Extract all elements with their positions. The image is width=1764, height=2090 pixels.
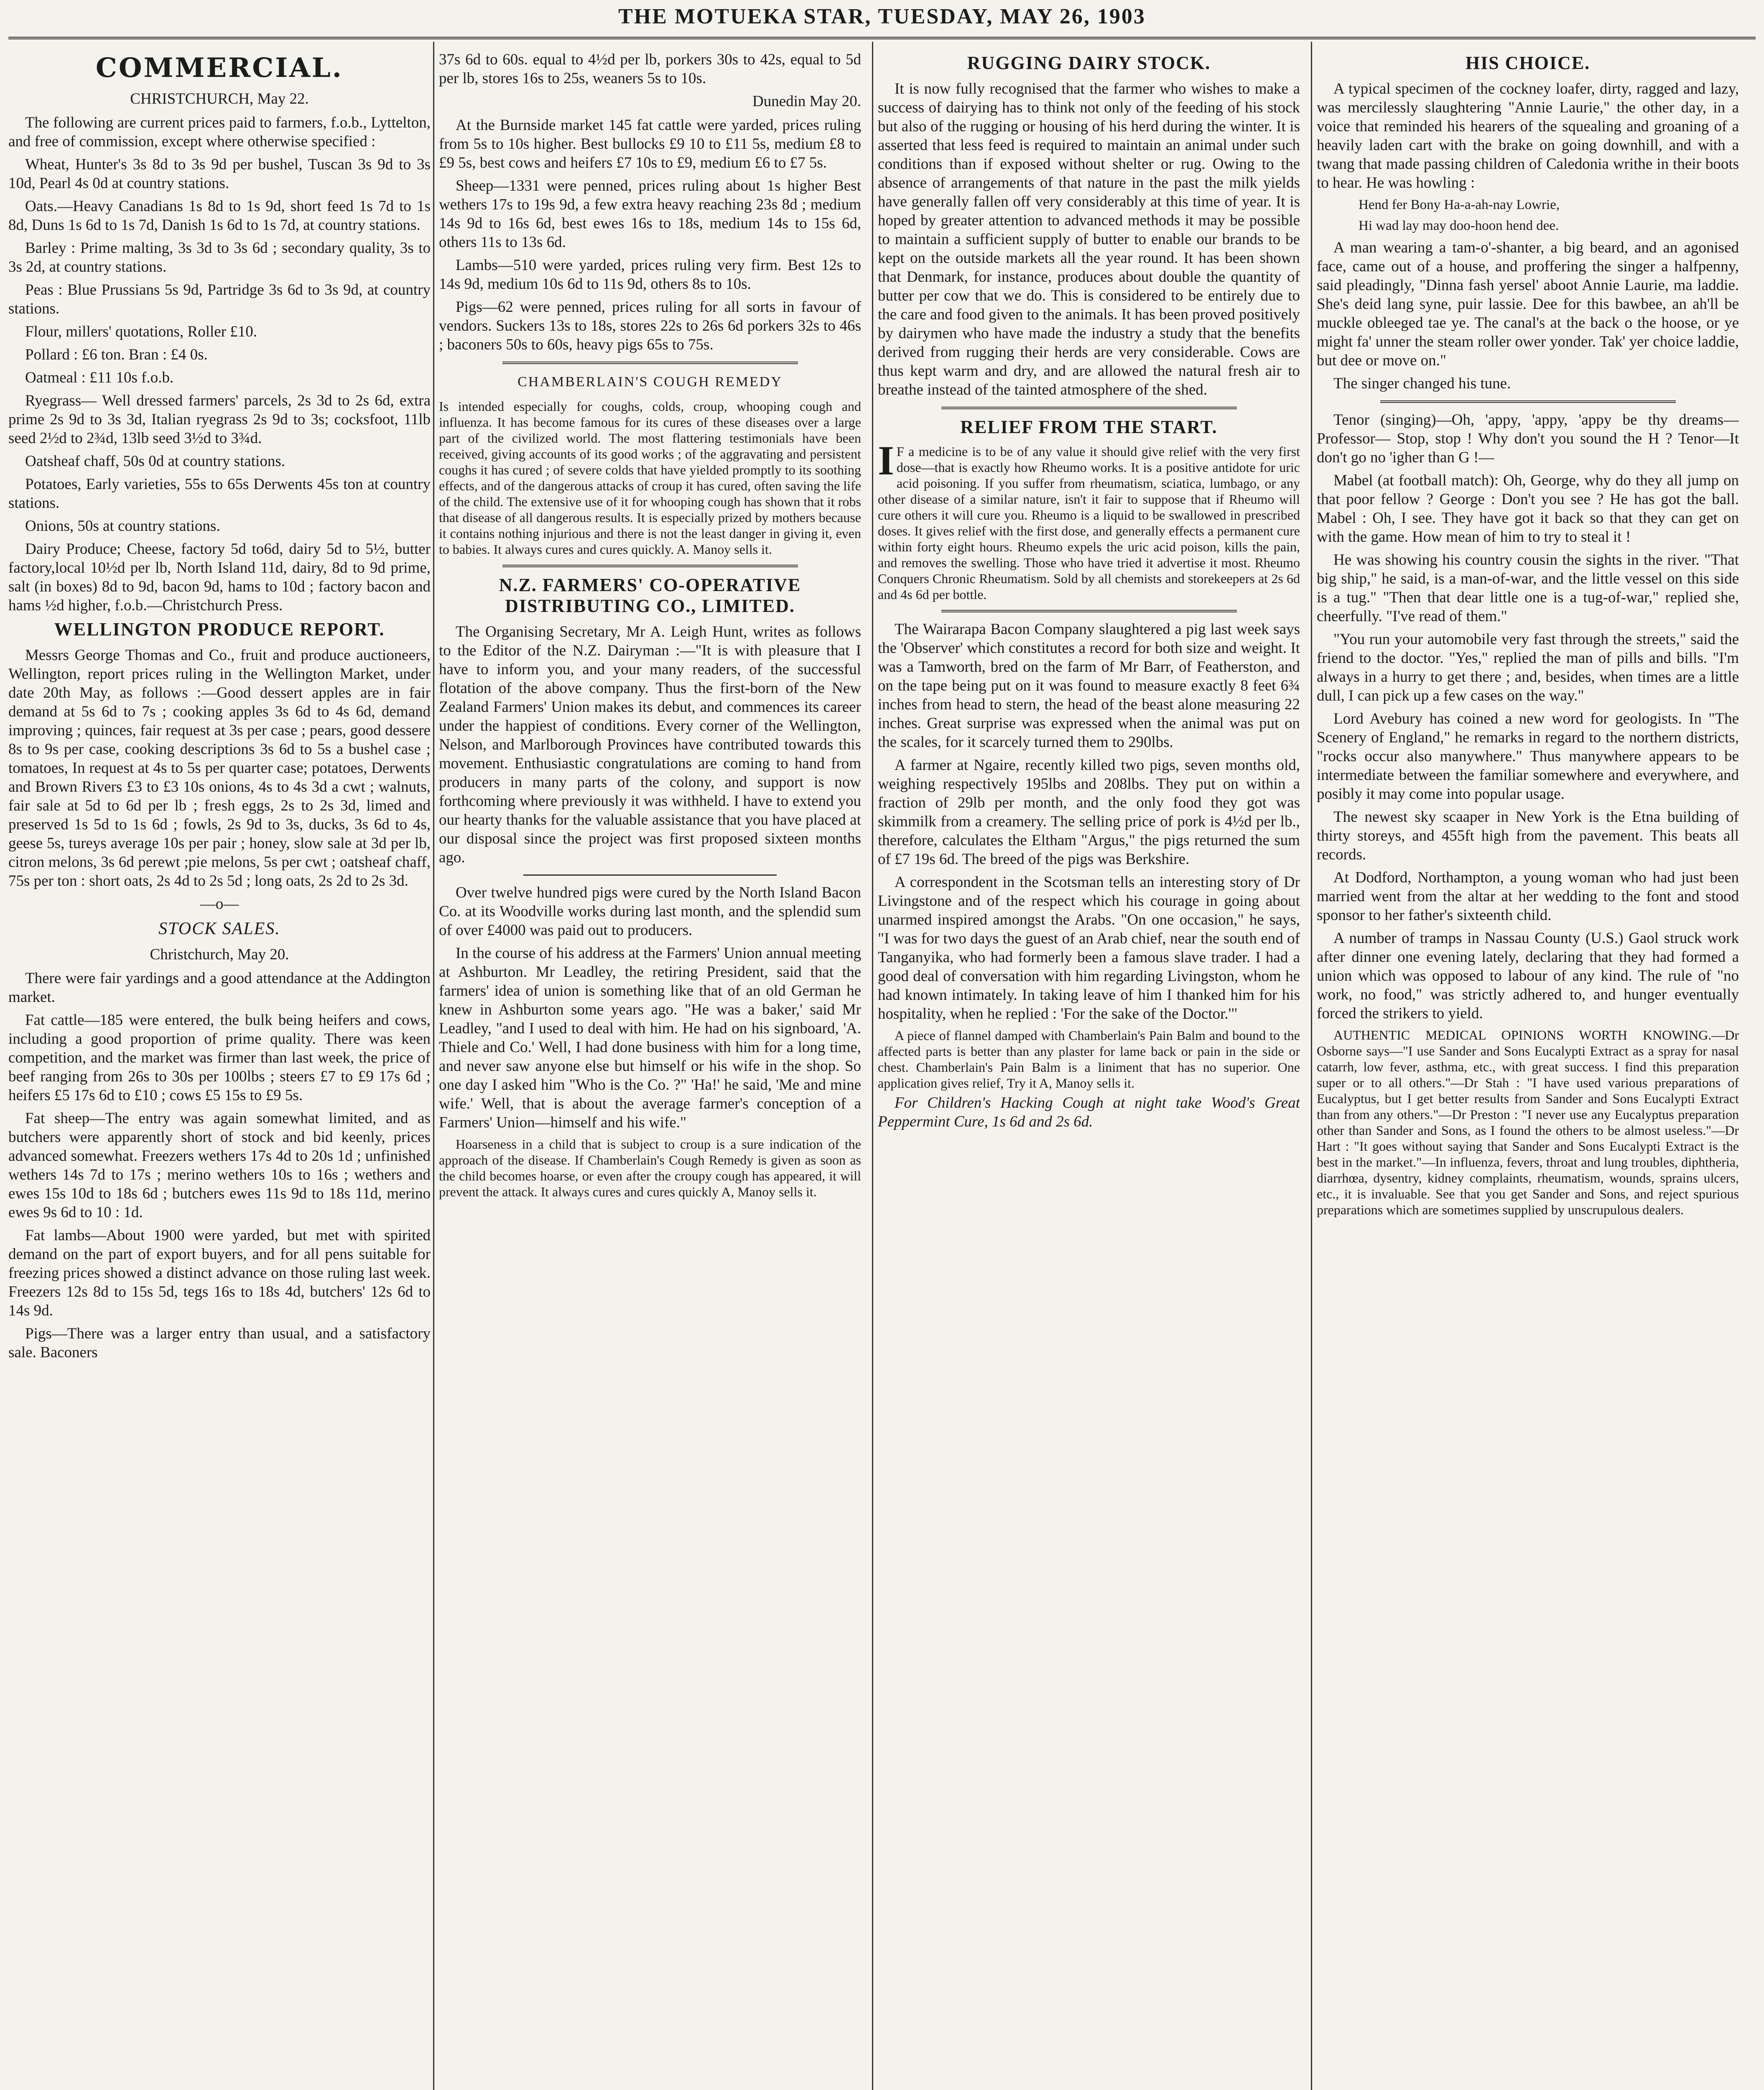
commercial-para: Peas : Blue Prussians 5s 9d, Partridge 3s 6d to 3s 9d, at country stations. — [8, 281, 431, 317]
commercial-para: Flour, millers' quotations, Roller £10. — [25, 323, 257, 340]
song-verse: Hi wad lay may doo-hoon hend dee. — [1359, 218, 1559, 233]
dunedin-dateline: Dunedin May 20. — [752, 93, 861, 110]
dunedin-para: At the Burnside market 145 fat cattle were yarded, prices ruling from 5s to 10s higher. Best bullocks £9 10 to £11 5s, medium £8 to £9 5s, best cows and heifers £7 10s to £9, medium £6 to £7 5s. — [439, 117, 861, 171]
commercial-para: Pollard : £6 ton. Bran : £4 0s. — [25, 346, 208, 363]
tramps-para: A number of tramps in Nassau County (U.S.) Gaol struck work after dinner one evening lately, declaring that they had formed a union which was opposed to labour of any kind. The rule of "no work, no food," was strictly adhered to, and hunger eventually forced the strikers to yield. — [1317, 930, 1739, 1022]
cough-remedy-ad — [439, 372, 861, 557]
mabel-para: Mabel (at football match): Oh, George, why do they all jump on that poor fellow ? George : Don't you see ? He has got the ball. Mabel : Oh, I see. They have got it back so that they can get on with the game. How mean of him to try to steal it ! — [1317, 472, 1739, 545]
cough-remedy-text: Is intended especially for coughs, colds, croup, whooping cough and influenza. It has become famous for its cures of these diseases over a large part of the civilized world. The most flattering testimonials have been received, giving accounts of its good works ; of the aggravating and persistent coughs it has cured ; of severe colds that have yielded promptly to its soothing effects, and of the dangerous attacks of croup it has cured, often saving the life of the child. The extensive use of it for whooping cough has shown that it robs that disease of all dangerous results. It is especially prized by mothers because it contains nothing injurious and there is not the least danger in giving it, even to babies. It always cures and cures quickly. A. Manoy sells it. — [439, 399, 861, 557]
separator — [941, 407, 1237, 409]
stock-para: Fat lambs—About 1900 were yarded, but met with spirited demand on the part of export buyers, and for all pens suitable for freezing prices showed a distinct advance on those ruling last week. Freezers 12s 8d to 15s 5d, tegs 16s to 18s 4d, butchers' 12s 6d to 14s 9d. — [8, 1227, 431, 1319]
stock-continued: 37s 6d to 60s. equal to 4½d per lb, porkers 30s to 42s, equal to 5d per lb, stores 16s to 25s, weaners 5s to 10s. — [439, 51, 861, 87]
commercial-para: Oats.—Heavy Canadians 1s 8d to 1s 9d, short feed 1s 7d to 1s 8d, Duns 1s 6d to 1s 7d, Danish 1s 6d to 1s 7d, at country stations. — [8, 198, 431, 234]
wairarapa-para: The Wairarapa Bacon Company slaughtered a pig last week says the 'Observer' which constitutes a record for both size and weight. It was a Tamworth, bred on the farm of Mr Barr, of Featherston, and on the tape being put on it was found to measure exactly 8 feet 6¾ inches from head to stern, the head of the beast alone measuring 22 inches. Great surprise was expressed when the animal was put on the scales, for it scarcely turned them to 290lbs. — [878, 621, 1300, 751]
rheumo-text: F a medicine is to be of any value it should give relief with the very first dose—that is exactly how Rheumo works. It is a positive antidote for uric acid poisoning. If you suffer from rheumatism, sciatica, lumbago, or any other disease of a similar nature, isn't it fair to suppose that if Rheumo will cure others it will cure you. Rheumo is a liquid to be swallowed in prescribed doses. It gives relief with the first dose, and generally effects a permanent cure within forty eight hours. Rheumo expels the uric acid poison, kills the pain, and removes the swelling. Those who have tried it advertise it most. Rheumo Conquers Chronic Rheumatism. Sold by all chemists and storekeepers at 2s 6d and 4s 6d per bottle. — [878, 444, 1300, 602]
separator — [523, 874, 777, 876]
cousin-para: He was showing his country cousin the sights in the river. "That big ship," he said, is a man-of-war, and the little vessel on this side is a tug." "Then that dear little one is a tug-of-war," replied she, cheerfully. "I've read of them." — [1317, 551, 1739, 625]
cough-remedy-title: CHAMBERLAIN'S COUGH REMEDY — [517, 374, 783, 390]
stock-sales-title: STOCK SALES. — [158, 919, 280, 938]
pigs-para: Over twelve hundred pigs were cured by the North Island Bacon Co. at its Woodville works during last month, and the splendid sum of over £4000 was paid out to producers. — [439, 884, 861, 939]
wellington-title: WELLINGTON PRODUCE REPORT. — [54, 619, 385, 640]
changed-tune: The singer changed his tune. — [1333, 375, 1511, 392]
column-1 — [8, 50, 431, 2090]
column-rule — [1311, 42, 1312, 2090]
rheumo-ad — [878, 437, 1300, 602]
nz-farmers-title: N.Z. FARMERS' CO-OPERATIVE DISTRIBUTING CO., LIMITED. — [499, 575, 801, 616]
tam-para: A man wearing a tam-o'-shanter, a big beard, and an agonised face, came out of a house, and proffering the singer a halfpenny, said pleadingly, "Dinna fash yersel' aboot Annie Laurie, ma laddie. She's deid lang syne, puir lassie. Dee for this bawbee, an ah'll be muckle obleeged tae ye. The canal's at the back o the hoose, or ye might fa' unner the steam roller ower yonder. Tak' yer choice laddie, but dee or move on." — [1317, 239, 1739, 369]
separator — [941, 610, 1237, 612]
automobile-para: "You run your automobile very fast through the streets," said the friend to the doctor. "Yes," replied the man of pills and bills. "I'm always in a hurry to get there ; and, besides, when times are a little dull, I can pick up a few cases on the way." — [1317, 631, 1739, 704]
commercial-para: Oatsheaf chaff, 50s 0d at country stations. — [25, 453, 285, 470]
commercial-para: Onions, 50s at country stations. — [25, 517, 220, 535]
column-2 — [439, 50, 861, 2090]
column-rule — [872, 42, 873, 2090]
separator — [502, 565, 798, 567]
relief-title: RELIEF FROM THE START. — [960, 417, 1218, 437]
section-mark: —o— — [200, 895, 239, 912]
dunedin-para: Sheep—1331 were penned, prices ruling about 1s higher Best wethers 17s to 19s 9d, a few extra heavy reaching 23s 8d ; medium 14s 9d to 16s 6d, best ewes 16s to 18s, medium 14s to 15s 6d, others 11s to 13s 6d. — [439, 177, 861, 251]
his-choice-title: HIS CHOICE. — [1465, 53, 1591, 73]
masthead-rule — [8, 37, 1756, 39]
column-4 — [1317, 50, 1739, 2090]
wellington-text: Messrs George Thomas and Co., fruit and produce auctioneers, Wellington, report prices ruling in the Wellington Market, under date 20th May, as follows :—Good dessert apples are in fair demand at 5s 6d to 7s ; cooking apples 3s 6d to 4s 6d, demand improving ; quinces, fair request at 3s per case ; pears, good dessere 8s to 9s per case, cooking descriptions 3s 6d to 5s a bushel case ; tomatoes, In request at 4s to 5s per quarter case; potatoes, Derwents and Brown Rivers £3 to £3 10s onions, 4s to 4s 3d a cwt ; walnuts, fair sale at 5d to 6d per lb ; fresh eggs, 2s to 2s 3d, limed and preserved 1s 5d to 1s 6d ; fowls, 2s 9d to 3s, ducks, 3s 6d to 4s, geese 5s, tureys average 10s per pair ; honey, slow sale at 3d per lb, citron melons, 3s 6d perewt ;pie melons, 5s per cwt ; oatsheaf chaff, 75s per ton : short oats, 2s 4d to 2s 5d ; long oats, 2s 2d to 2s 3d. — [8, 647, 431, 890]
stock-para: Pigs—There was a larger entry than usual, and a satisfactory sale. Baconers — [8, 1325, 431, 1361]
separator — [502, 362, 798, 364]
song-verse: Hend fer Bony Ha-a-ah-nay Lowrie, — [1359, 197, 1560, 212]
rugging-text: It is now fully recognised that the farmer who wishes to make a success of dairying has to think not only of the feeding of his stock but also of the rugging or housing of his herd during the winter. It is asserted that less feed is required to maintain an animal under such conditions than if exposed without shelter or rug. Owing to the absence of arrangements of that nature in the past the milk yields have generally fallen off very considerably at this time of year. It is hoped by greater attention to advanced methods it may be possible to maintain a sufficient supply of butter to enable our brands to be kept on the outside markets all the year round. It has been shown that Denmark, for instance, produces about double the quantity of butter per cow that we do. This is considered to be entirely due to the care and food given to the animals. It has been proved positively by dairymen who have made the industry a study that the benefits derived from rugging their herds are very considerable. Cows are thus kept warm and dry, and are allowed the natural fresh air to breathe instead of the tainted atmosphere of the shed. — [878, 80, 1300, 398]
commercial-para: Wheat, Hunter's 3s 8d to 3s 9d per bushel, Tuscan 3s 9d to 3s 10d, Pearl 4s 0d at country stations. — [8, 156, 431, 192]
stock-para: Fat sheep—The entry was again somewhat limited, and as butchers were apparently short of stock and bid keenly, prices advanced somewhat. Freezers wethers 17s 4d to 20s 1d ; unfinished wethers 14s 7d to 17s ; merino wethers 10s to 16s ; wethers and ewes 15s 10d to 18s 6d ; butchers ewes 11s 9d to 18s 11d, merino ewes 9s 6d to 10 : 1d. — [8, 1110, 431, 1221]
rugging-title: RUGGING DAIRY STOCK. — [967, 53, 1211, 73]
masthead: THE MOTUEKA STAR, TUESDAY, MAY 26, 1903 — [618, 5, 1146, 28]
stock-para: Fat cattle—185 were entered, the bulk being heifers and cows, including a good proportion of prime quality. There was keen competition, and the market was firmer than last week, the price of beef ranging from 26s to 30s per 100lbs ; steers £7 to £9 17s 6d ; heifers £5 17s 6d to £10 ; cows £5 15s to £9 5s. — [8, 1012, 431, 1104]
dodford-para: At Dodford, Northampton, a young woman who had just been married went from the altar at her wedding to the font and stood sponsor to her father's sixteenth child. — [1317, 869, 1739, 924]
commercial-para: Ryegrass— Well dressed farmers' parcels, 2s 3d to 2s 6d, extra prime 2s 9d to 3s 3d, Italian ryegrass 2s 9d to 3s; cocksfoot, 11lb seed 2½d to 2¾d, 13lb seed 3½d to 3¾d. — [8, 392, 431, 447]
commercial-dateline: CHRISTCHURCH, May 22. — [130, 90, 309, 107]
his-choice-intro: A typical specimen of the cockney loafer, dirty, ragged and lazy, was mercilessly slaughtering "Annie Laurie," the other day, in a voice that reminded his hearers of the squealing and groaning of a heavily laden cart with the brake on going downhill, and with a twang that made passing children of Caledonia writhe in their boots to hear. He was howling : — [1317, 80, 1739, 191]
skyscraper-para: The newest sky scaaper in New York is the Etna building of thirty storeys, and 455ft high from the pavement. This beats all records. — [1317, 808, 1739, 863]
commercial-para: Barley : Prime malting, 3s 3d to 3s 6d ; secondary quality, 3s to 3s 2d, at country stations. — [8, 240, 431, 275]
stock-para: There were fair yardings and a good attendance at the Addington market. — [8, 970, 431, 1006]
leadley-para: In the course of his address at the Farmers' Union annual meeting at Ashburton. Mr Leadley, the retiring President, said that the farmers' idea of union is something like that of an old German he knew in Ashburton some years ago. "He was a baker,' said Mr Leadley, "and I used to deal with him. He had on his signboard, 'A. Thiele and Co.' Well, I had done business with him for a long time, and never saw anyone else but himself or his wife in the shop. So one day I asked him "Who is the Co. ?" 'Ha!' he said, 'Me and mine wife.' Well, that is about the average farmer's conception of a Farmers' Union—himself and his wife." — [439, 945, 861, 1131]
tenor-para: Tenor (singing)—Oh, 'appy, 'appy, 'appy be thy dreams— Professor— Stop, stop ! Why don't you sound the H ? Tenor—It don't go no 'igher than G !— — [1317, 411, 1739, 466]
pain-balm-para: A piece of flannel damped with Chamberlain's Pain Balm and bound to the affected parts is better than any plaster for lame back or pain in the side or chest. Chamberlain's Pain Balm is a liniment that has no superior. One application gives relief, Try it A, Manoy sells it. — [878, 1028, 1300, 1091]
hoarseness-para: Hoarseness in a child that is subject to croup is a sure indication of the approach of the disease. If Chamberlain's Cough Remedy is given as soon as the child becomes hoarse, or even after the croupy cough has appeared, it will prevent the attack. It always cures and cures quickly A, Manoy sells it. — [439, 1137, 861, 1199]
drop-cap: I — [878, 437, 894, 484]
ngaire-para: A farmer at Ngaire, recently killed two pigs, seven months old, weighing respectively 195lbs and 208lbs. They put on within a fraction of 29lb per month, and the only food they got was skimmilk from a creamery. The selling price of pork is 4½d per lb., therefore, calculates the Eltham "Argus," the pigs returned the sum of £7 19s 6d. The breed of the pigs was Berkshire. — [878, 757, 1300, 868]
woods-ad: For Children's Hacking Cough at night take Wood's Great Peppermint Cure, 1s 6d and 2s 6d. — [878, 1094, 1300, 1130]
medical-opinions-ad: AUTHENTIC MEDICAL OPINIONS WORTH KNOWING.—Dr Osborne says—"I use Sander and Sons Eucalypti Extract as a spray for nasal catarrh, low fever, asthma, etc., with great success. I find this preparation super or to all others."—Dr Stah : "I have used various preparations of Eucalyptus, but I get better results from Sander and Sons Eucalypti Extract than from any others."—Dr Preston : "I never use any Eucalyptus preparation other than Sander and Sons, as I found the others to be almost useless."—Dr Hart : "It goes without saying that Sander and Sons Eucalypti Extract is the best in the market."—In influenza, fevers, throat and lung troubles, diphtheria, diarrhœa, dysentry, kidney complaints, rheumatism, wounds, sprains ulcers, etc., it is invaluable. See that you get Sander and Sons, and reject spurious preparations which are sometimes supplied by unscrupulous dealers. — [1317, 1027, 1739, 1217]
nz-farmers-text: The Organising Secretary, Mr A. Leigh Hunt, writes as follows to the Editor of the N.Z. Dairyman :—"It is with pleasure that I have to inform you, and your many readers, of the successful flotation of the above company. Thus the first-born of the New Zealand Farmers' Union makes its debut, and commences its career under the happiest of conditions. Every corner of the Wellington, Nelson, and Marlborough Provinces have contributed towards this movement. Enthusiastic congratulations are coming to hand from producers in many parts of the colony, and support is now forthcoming where previously it was withheld. I have to extend you our hearty thanks for the valuable assistance that you have placed at our disposal since the project was first proposed sixteen months ago. — [439, 623, 861, 866]
column-rule — [433, 42, 434, 2090]
commercial-para: Dairy Produce; Cheese, factory 5d to6d, dairy 5d to 5½, butter factory,local 10½d per lb, North Island 11d, dairy, 8d to 9d prime, salt (in boxes) 8d to 9d, bacon 9d, hams to 10d ; factory bacon and hams ½d higher, f.o.b.—Christchurch Press. — [8, 540, 431, 614]
dunedin-para: Lambs—510 were yarded, prices ruling very firm. Best 12s to 14s 9d, medium 10s 6d to 11s 9d, others 8s to 10s. — [439, 257, 861, 293]
commercial-title: COMMERCIAL. — [95, 52, 344, 84]
livingstone-para: A correspondent in the Scotsman tells an interesting story of Dr Livingstone and of the respect which his courage in going about unarmed inspired amongst the Arabs. "On one occasion," he says, "I was for two days the guest of an Arab chief, near the south end of Tanganyika, who had formerly been a famous slave trader. I had a good deal of conversation with him regarding Livingston, whom he had known intimately. In taking leave of him I thanked him for his hospitality, when he replied : 'For the sake of the Doctor.'" — [878, 874, 1300, 1022]
column-3 — [878, 50, 1300, 2090]
separator — [1380, 400, 1676, 403]
stock-sales-dateline: Christchurch, May 20. — [150, 946, 289, 963]
commercial-para: The following are current prices paid to farmers, f.o.b., Lyttelton, and free of commission, except where otherwise specified : — [8, 114, 431, 150]
dunedin-para: Pigs—62 were penned, prices ruling for all sorts in favour of vendors. Suckers 13s to 18s, stores 22s to 26s 6d porkers 32s to 46s ; baconers 50s to 60s, heavy pigs 65s to 75s. — [439, 298, 861, 353]
commercial-para: Potatoes, Early varieties, 55s to 65s Derwents 45s ton at country stations. — [8, 476, 431, 512]
commercial-para: Oatmeal : £11 10s f.o.b. — [25, 369, 174, 386]
avebury-para: Lord Avebury has coined a new word for geologists. In "The Scenery of England," he remarks in regard to the northern districts, "rocks occur also manywhere." Thus manywhere appears to be intermediate between the familiar somewhere and everywhere, and posibly it may come into popular usage. — [1317, 710, 1739, 803]
